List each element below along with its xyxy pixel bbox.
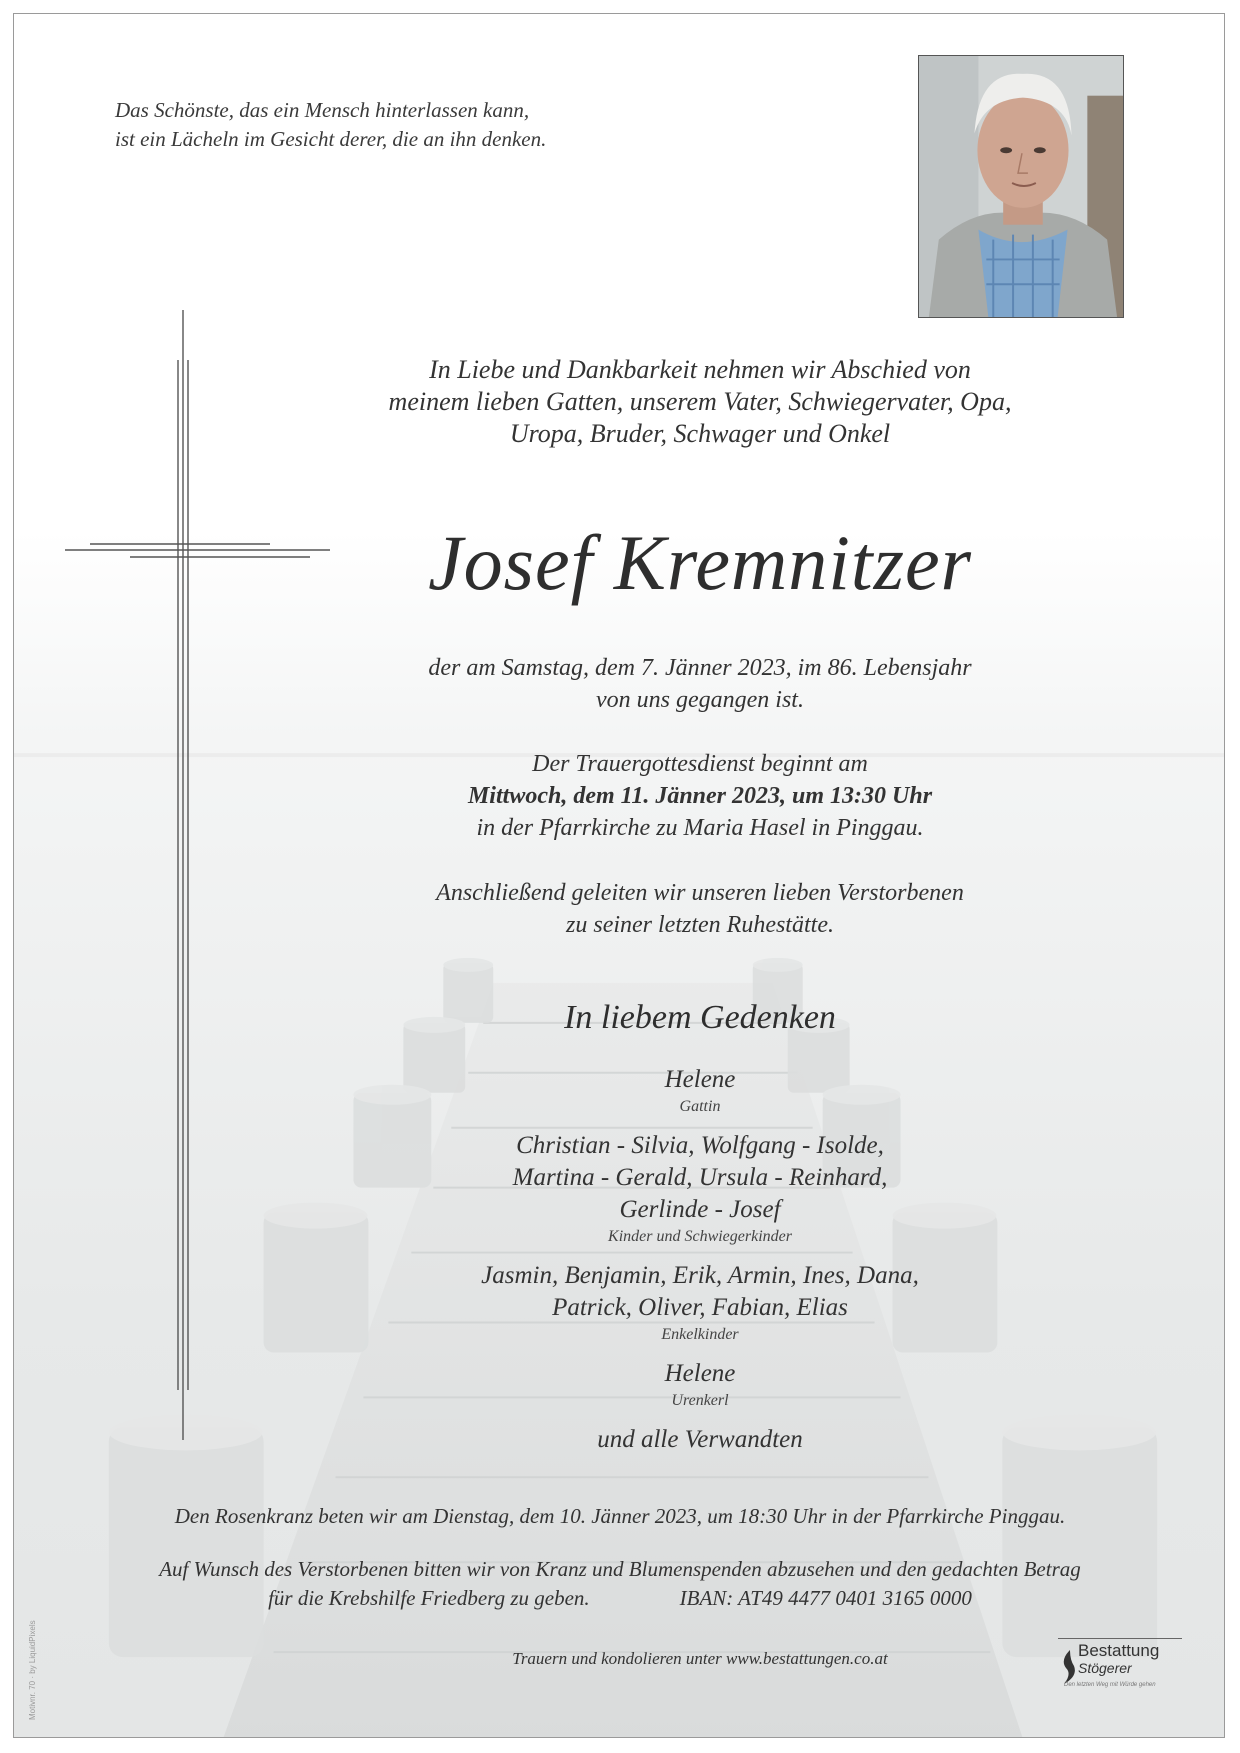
- logo-name: Bestattung: [1078, 1641, 1160, 1660]
- mourner-role: Kinder und Schwiegerkinder: [608, 1228, 792, 1245]
- mourner-role: Urenkerl: [671, 1392, 729, 1409]
- mourner-names: Helene: [664, 1360, 736, 1387]
- intro-text: [330, 354, 1070, 450]
- quote-line: ist ein Lächeln im Gesicht derer, die an ihn denken.: [115, 127, 547, 151]
- mourner-role: Enkelkinder: [661, 1326, 739, 1343]
- request-line-2: [30, 1584, 1210, 1613]
- mourner-names: Gerlinde - Josef: [619, 1196, 781, 1223]
- service-line: Der Trauergottesdienst beginnt am: [532, 751, 868, 777]
- quote-line: Das Schönste, das ein Mensch hinterlassen kann,: [115, 98, 530, 122]
- burial-text: [330, 877, 1070, 941]
- burial-line: Anschließend geleiten wir unseren lieben Verstorbenen: [436, 880, 964, 906]
- rosary-notice: Den Rosenkranz beten wir am Dienstag, dem 10. Jänner 2023, um 18:30 Uhr in der Pfarrkirche Pinggau.: [174, 1504, 1066, 1528]
- iban-number: IBAN: AT49 4477 0401 3165 0000: [679, 1586, 972, 1610]
- cross-icon: [60, 310, 340, 1440]
- mourner-group: [330, 1064, 1070, 1118]
- mourner-names: Christian - Silvia, Wolfgang - Isolde,: [516, 1132, 884, 1159]
- mourner-names: Jasmin, Benjamin, Erik, Armin, Ines, Dana,: [481, 1262, 919, 1289]
- funeral-home-logo: [1058, 1638, 1188, 1700]
- condolence-link-text: Trauern und kondolieren unter www.bestattungen.co.at: [512, 1649, 888, 1668]
- donation-request: [30, 1555, 1210, 1613]
- mourner-names: Patrick, Oliver, Fabian, Elias: [552, 1294, 848, 1321]
- death-line: von uns gegangen ist.: [596, 687, 804, 713]
- service-date-time: Mittwoch, dem 11. Jänner 2023, um 13:30 Uhr: [467, 783, 933, 809]
- mourner-group: [330, 1260, 1070, 1346]
- service-location: in der Pfarrkirche zu Maria Hasel in Pinggau.: [476, 815, 924, 841]
- request-line: Auf Wunsch des Verstorbenen bitten wir von Kranz und Blumenspenden abzusehen und den gedachten Betrag: [159, 1557, 1081, 1581]
- death-notice: [330, 652, 1070, 716]
- funeral-service: [330, 748, 1070, 844]
- logo-tagline: Den letzten Weg mit Würde gehen: [1064, 1682, 1156, 1688]
- intro-line: meinem lieben Gatten, unserem Vater, Schwiegervater, Opa,: [388, 387, 1012, 416]
- mourner-group: [330, 1358, 1070, 1412]
- death-line: der am Samstag, dem 7. Jänner 2023, im 86. Lebensjahr: [428, 655, 972, 681]
- side-credit: Motivnr. 70 · by LiquidPixels: [28, 1620, 37, 1720]
- flame-icon: [1058, 1648, 1080, 1686]
- deceased-name: Josef Kremnitzer: [428, 519, 972, 606]
- mourner-names: Martina - Gerald, Ursula - Reinhard,: [512, 1164, 888, 1191]
- portrait-photo: [918, 55, 1124, 318]
- request-charity: für die Krebshilfe Friedberg zu geben.: [268, 1586, 590, 1610]
- mourner-group: [330, 1130, 1070, 1248]
- intro-line: Uropa, Bruder, Schwager und Onkel: [509, 419, 891, 448]
- memorial-quote: [115, 96, 546, 154]
- mourners-list: [330, 1064, 1070, 1456]
- burial-line: zu seiner letzten Ruhestätte.: [566, 912, 834, 938]
- logo-rule: [1058, 1638, 1182, 1639]
- mourner-role: Gattin: [679, 1098, 721, 1115]
- logo-brand: Stögerer: [1078, 1660, 1132, 1676]
- mourner-names: Helene: [664, 1066, 736, 1093]
- relatives-line: und alle Verwandten: [597, 1426, 803, 1453]
- memory-heading: In liebem Gedenken: [564, 999, 836, 1036]
- intro-line: In Liebe und Dankbarkeit nehmen wir Abschied von: [429, 355, 971, 384]
